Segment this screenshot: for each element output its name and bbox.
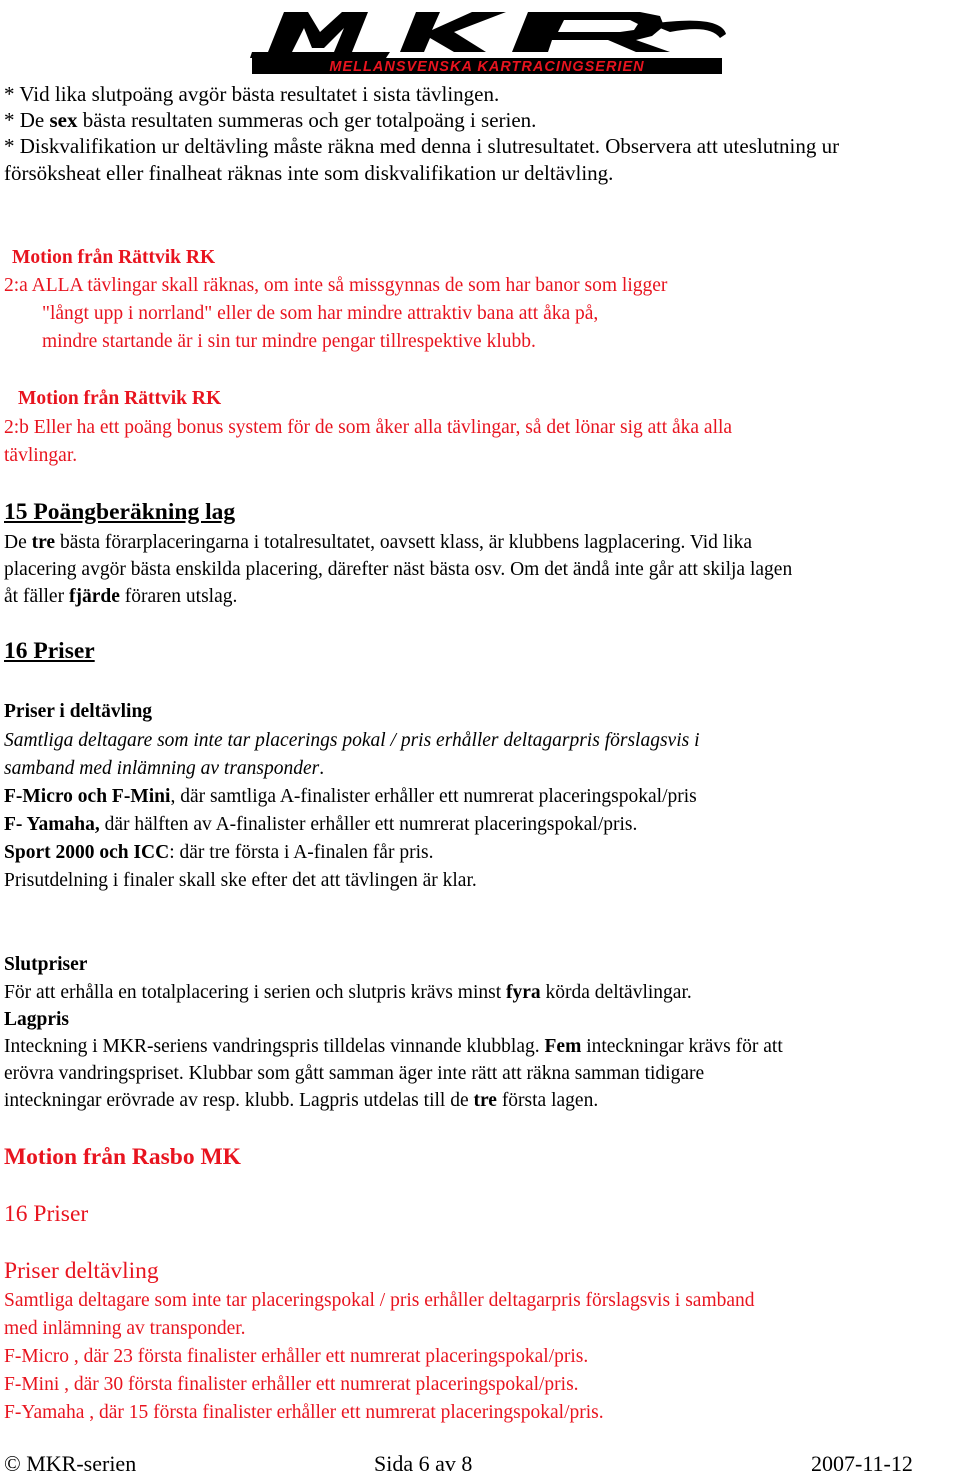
lagpris-line2: erövra vandringspriset. Klubbar som gått samman äger inte rätt att räkna samman tidigare: [4, 1063, 705, 1084]
motion-rasbo-line2: med inlämning av transponder.: [4, 1318, 246, 1339]
motion-rasbo-line3: F-Micro , där 23 första finalister erhåller ett numrerat placeringspokal/pris.: [4, 1346, 589, 1367]
section-15-line2: placering avgör bästa enskilda placering, därefter näst bästa osv. Om det ändå inte går att skilja lagen: [4, 559, 793, 580]
motion-rasbo-title: Motion från Rasbo MK: [4, 1144, 241, 1170]
section-16-sport-icc: Sport 2000 och ICC: där tre första i A-finalen får pris.: [4, 842, 434, 863]
motion-rattvik-a-line1: 2:a ALLA tävlingar skall räknas, om inte så missgynnas de som har banor som ligger: [4, 275, 668, 296]
section-15-heading: 15 Poängberäkning lag: [4, 499, 236, 525]
mkr-logo: [250, 4, 730, 76]
rule-tie-break: * Vid lika slutpoäng avgör bästa resultatet i sista tävlingen.: [4, 82, 500, 106]
motion-rasbo-line4: F-Mini , där 30 första finalister erhåller ett numrerat placeringspokal/pris.: [4, 1374, 579, 1395]
motion-rattvik-a-title: Motion från Rättvik RK: [12, 247, 216, 268]
section-16-heading: 16 Priser: [4, 638, 95, 664]
section-16-subheading: Priser i deltävling: [4, 701, 153, 722]
footer-copyright: © MKR-serien: [4, 1451, 137, 1476]
footer-page-number: Sida 6 av 8: [374, 1451, 473, 1476]
slutpriser-heading: Slutpriser: [4, 954, 88, 975]
rule-best-results: * De sex bästa resultaten summeras och ger totalpoäng i serien.: [4, 108, 537, 132]
section-16-yamaha: F- Yamaha, där hälften av A-finalister erhåller ett numrerat placeringspokal/pris.: [4, 814, 638, 835]
mkr-logo-mark: [250, 12, 726, 58]
rule-disqualification: * Diskvalifikation ur deltävling måste räkna med denna i slutresultatet. Observera att uteslutning ur: [4, 134, 840, 158]
motion-rasbo-line1: Samtliga deltagare som inte tar placeringspokal / pris erhåller deltagarpris förslagsvis i samband: [4, 1290, 755, 1311]
motion-rattvik-b-line1: 2:b Eller ha ett poäng bonus system för de som åker alla tävlingar, så det lönar sig att åka alla: [4, 417, 733, 438]
footer-date: 2007-11-12: [811, 1451, 913, 1476]
rule-disqualification-cont: försöksheat eller finalheat räknas inte som diskvalifikation ur deltävling.: [4, 161, 614, 185]
lagpris-line1: Inteckning i MKR-seriens vandringspris tilldelas vinnande klubblag. Fem inteckningar krävs för att: [4, 1036, 783, 1057]
section-16-italic-line1: Samtliga deltagare som inte tar placerings pokal / pris erhåller deltagarpris förslagsvis i: [4, 730, 700, 751]
logo-subtitle: MELLANSVENSKA KARTRACINGSERIEN: [329, 59, 645, 75]
section-15-line1: De tre bästa förarplaceringarna i totalresultatet, oavsett klass, är klubbens lagplacering. Vid lika: [4, 532, 753, 553]
lagpris-line3: inteckningar erövrade av resp. klubb. Lagpris utdelas till de tre första lagen.: [4, 1090, 599, 1111]
motion-rasbo-heading: 16 Priser: [4, 1201, 89, 1227]
motion-rattvik-b-title: Motion från Rättvik RK: [18, 388, 222, 409]
motion-rasbo-subheading: Priser deltävling: [4, 1258, 159, 1284]
motion-rattvik-b-line2: tävlingar.: [4, 445, 78, 466]
lagpris-heading: Lagpris: [4, 1009, 70, 1030]
section-16-micro-mini: F-Micro och F-Mini, där samtliga A-finalister erhåller ett numrerat placeringspokal/pris: [4, 786, 697, 807]
section-16-prize-ceremony: Prisutdelning i finaler skall ske efter det att tävlingen är klar.: [4, 870, 477, 891]
motion-rattvik-a-line2: "långt upp i norrland" eller de som har mindre attraktiv bana att åka på,: [42, 303, 599, 324]
slutpriser-line1: För att erhålla en totalplacering i serien och slutpris krävs minst fyra körda deltävlingar.: [4, 982, 692, 1003]
section-16-italic-line2: samband med inlämning av transponder.: [4, 758, 325, 779]
motion-rattvik-a-line3: mindre startande är i sin tur mindre pengar tillrespektive klubb.: [42, 331, 536, 352]
motion-rasbo-line5: F-Yamaha , där 15 första finalister erhåller ett numrerat placeringspokal/pris.: [4, 1402, 604, 1423]
section-15-line3: åt fäller fjärde föraren utslag.: [4, 586, 238, 607]
